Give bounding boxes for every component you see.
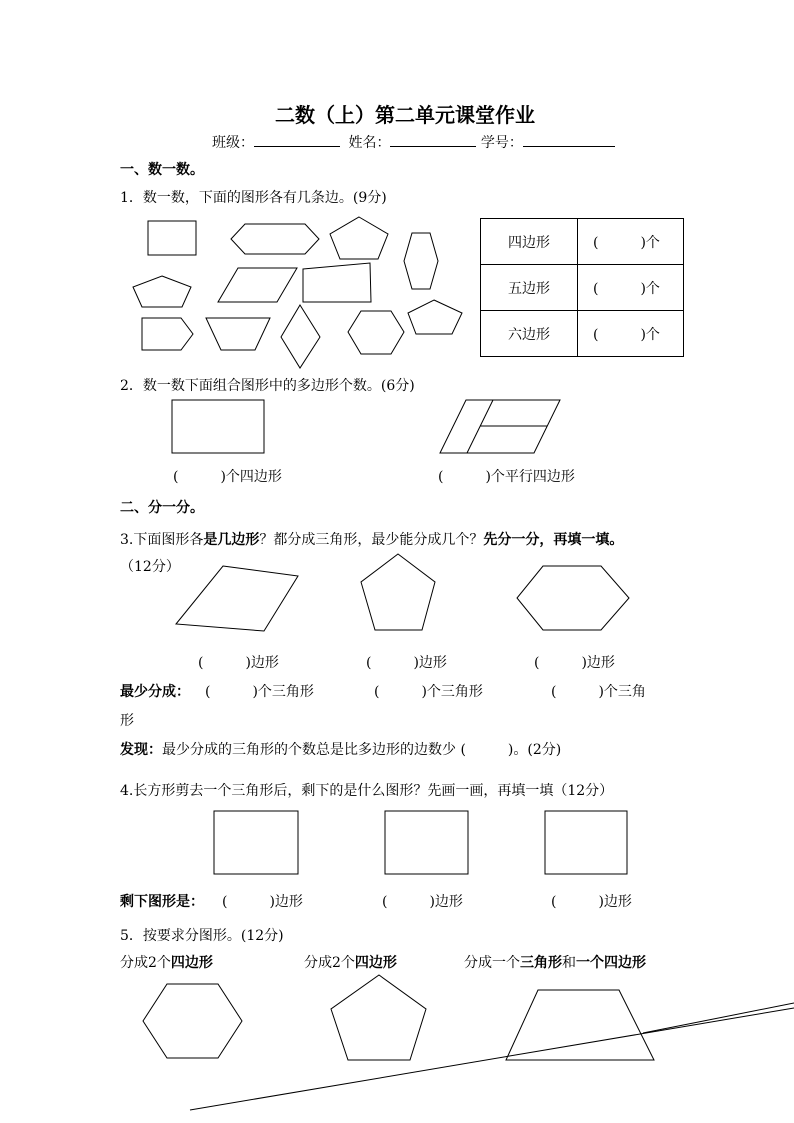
remain-label: 剩下图形是：: [120, 894, 204, 910]
rectangle-shape: [148, 221, 196, 255]
discovery-line: 发现：最少分成的三角形的个数总是比多边形的边数少 ( )。(2分): [120, 742, 562, 758]
rhombus-shape: [281, 305, 320, 368]
rectangle-shape: [172, 400, 264, 453]
name-label: 姓名：: [348, 135, 391, 151]
min-answer[interactable]: ( )个三角形: [374, 684, 483, 700]
q5-requirement-2: 分成2个四边形: [304, 955, 397, 971]
pentagon-shape: [133, 276, 191, 307]
trapezoid-shape: [506, 990, 654, 1060]
class-label: 班级：: [212, 135, 254, 151]
stray-line: [190, 1008, 794, 1110]
q5-requirement-1: 分成2个四边形: [120, 955, 213, 971]
hexagon-shape: [143, 984, 242, 1058]
hexagon-shape: [517, 566, 629, 630]
section-1-heading: 一、数一数。: [120, 162, 204, 178]
rectangle-shape: [385, 811, 468, 874]
q4-answer-sides[interactable]: ( )边形: [222, 894, 303, 910]
hexagon-shape: [348, 311, 404, 354]
question-3: 3.下面图形各是几边形？都分成三角形，最少能分成几个？先分一分，再填一填。: [120, 532, 624, 548]
q4-answer-sides[interactable]: ( )边形: [551, 894, 632, 910]
min-answer[interactable]: ( )个三角形: [205, 684, 314, 700]
table-shape-cell: 五边形: [481, 265, 578, 311]
pentagon-shape: [330, 217, 388, 259]
q4-answer-sides[interactable]: ( )边形: [382, 894, 463, 910]
quadrilateral-shape: [303, 263, 371, 302]
stray-line: [643, 1003, 794, 1033]
question-2: 2．数一数下面组合图形中的多边形个数。(6分): [120, 378, 415, 394]
pentagon-shape: [142, 318, 193, 350]
pentagon-shape: [331, 975, 426, 1060]
id-label: 学号：: [480, 135, 523, 151]
min-wrap-text: 形: [120, 713, 134, 729]
q2-answer-parallelogram[interactable]: ( )个平行四边形: [438, 469, 575, 485]
table-answer-cell[interactable]: ( )个: [578, 219, 684, 265]
table-answer-cell[interactable]: ( )个: [578, 265, 684, 311]
hexagon-shape: [231, 224, 319, 254]
rectangle-shape: [545, 811, 627, 874]
pentagon-shape: [361, 554, 435, 630]
question-5: 5．按要求分图形。(12分): [120, 928, 284, 944]
trapezoid-shape: [206, 318, 270, 350]
q2-answer-quadrilateral[interactable]: ( )个四边形: [173, 469, 282, 485]
q3-answer-sides[interactable]: ( )边形: [534, 655, 615, 671]
page-title: 二数（上）第二单元课堂作业: [275, 103, 535, 127]
section-2-heading: 二、分一分。: [120, 500, 204, 516]
pentagon-shape: [408, 300, 462, 334]
question-3-score: （12分）: [120, 559, 180, 575]
rectangle-shape: [214, 811, 298, 874]
question-1: 1．数一数，下面的图形各有几条边。(9分): [120, 190, 387, 206]
table-shape-cell: 六边形: [481, 311, 578, 357]
min-answer[interactable]: ( )个三角: [551, 684, 646, 700]
quadrilateral-shape: [176, 566, 298, 631]
q3-answer-sides[interactable]: ( )边形: [198, 655, 279, 671]
table-shape-cell: 四边形: [481, 219, 578, 265]
q3-answer-sides[interactable]: ( )边形: [366, 655, 447, 671]
question-4: 4.长方形剪去一个三角形后，剩下的是什么图形？先画一画，再填一填（12分）: [120, 783, 614, 799]
q5-requirement-3: 分成一个三角形和一个四边形: [464, 955, 646, 971]
min-label: 最少分成：: [120, 684, 190, 700]
parallelogram-shape: [218, 268, 297, 302]
hexagon-shape: [404, 233, 438, 289]
table-answer-cell[interactable]: ( )个: [578, 311, 684, 357]
